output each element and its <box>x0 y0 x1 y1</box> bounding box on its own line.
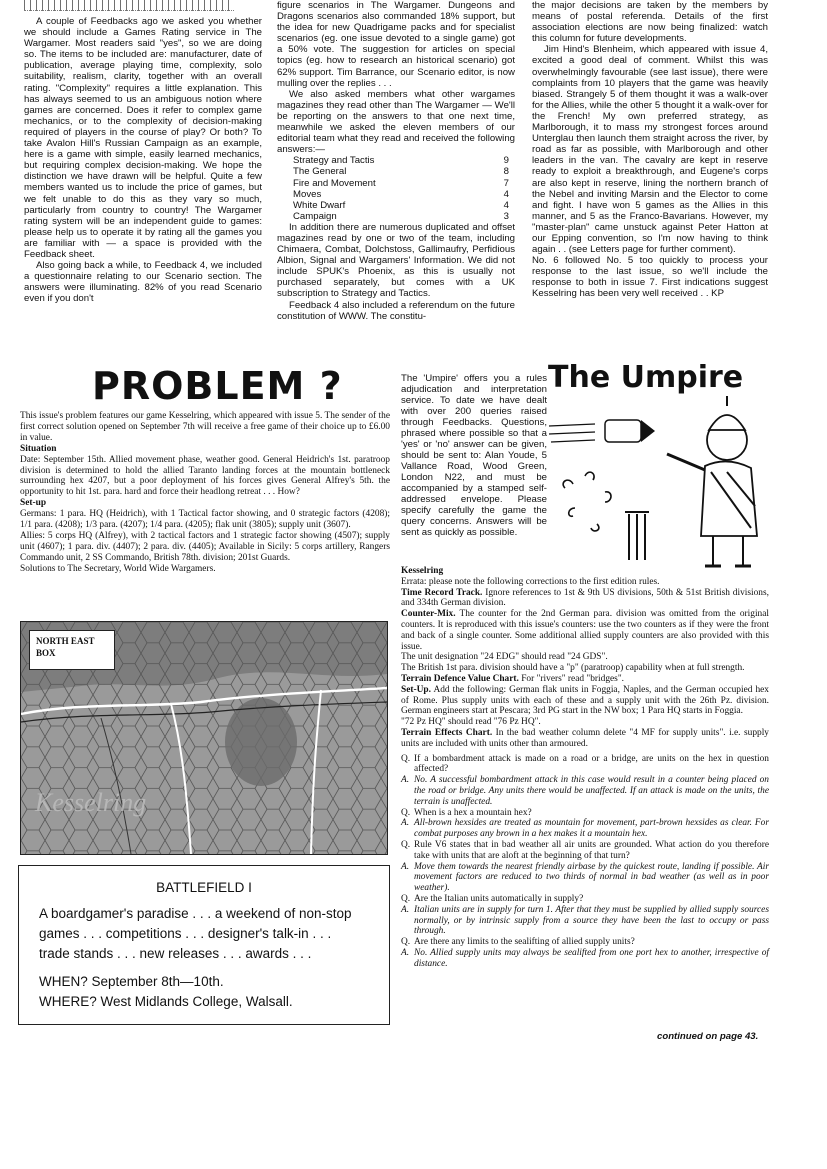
errata-item: Time Record Track. Ignore references to 1st & 9th US divisions, 50th & 51st British divisions, and 334th German division. <box>401 587 769 609</box>
paragraph: A couple of Feedbacks ago we asked you whether we should include a Games Rating service in The Wargamer. Most readers said "yes", so we are doing so. The items to be included are: manufacturer, date of publication, average playing time, complexity, solo suitability, realism, clarity, together with an overall rating. "Complexity" requires a little explanation. This has always seemed to us an ambiguous notion where games are concerned. Does it refer to complex game mechanics, or to the complexity of decision-making required of players in the course of play? Or both? To take Avalon Hill's Russian Campaign as an example, here is a game with simple, easily learned mechanics, but requiring complex decision-making. We hope the distinction we have drawn will be helpful. Quite a few members wanted us to include the price of games, but we felt unable to do this as they vary so much, particularly from country to country! The Wargamer rating system will be an independent guide to games: please help us to operate it by rating all the games you are familiar with — a space is provided with the Feedback sheet. <box>24 16 262 260</box>
answer: A. All-brown hexsides are treated as mountain for movement, part-brown hexsides as clear. For combat purposes any brown in a hex makes it a mountain hex. <box>401 818 769 840</box>
setup-heading: Set-up <box>20 498 47 509</box>
errata-item: Terrain Effects Chart. In the bad weather column delete "4 MF for supply units". i.e. supply units are included with units other than armoured. <box>401 727 769 749</box>
errata-item: The unit designation "24 EDG" should read "24 GDS". <box>401 652 608 663</box>
battlefield-line: games . . . competitions . . . designer's talk-in . . . <box>39 926 332 941</box>
allies-setup: Allies: 5 corps HQ (Alfrey), with 2 tactical factors and 1 strategic factor showing (4507); supply unit (4607); 1 para. div. (4407); 2 para. div. (4405); Available in Sicily: 5 corps artillery, Rangers Commando unit, 2 SS Commando, British 78th. division; 201st Guards. <box>20 530 390 563</box>
errata-item: Counter-Mix. The counter for the 2nd German para. division was omitted from the original counters. It is reproduced with this issue's counters: use the two counters as if they were the front and back of a single counter. Some additional allied supply counters are also provided with this issue. <box>401 609 769 652</box>
situation-text: Date: September 15th. Allied movement phase, weather good. General Heidrich's 1st. paratroop division is determined to hold the allied Taranto landing forces at the mountain bottleneck surrounding hex 4207, but a poor deployment of his forces gives General Alfrey's 5th. the opportunity to hit 1st. para. hard and force their headlong retreat . . . How? <box>20 454 390 498</box>
paragraph: In addition there are numerous duplicated and offset magazines read by one or two of the team, including Chimaera, Combat, Dolchstoss, Gallimaufry, Perfidious Albion, Signal and Wargamers' Information. We did not include SPUK's Phoenix, as this is usually not purchased separately, but comes with a UK subscription to Strategy and Tactics. <box>277 221 515 300</box>
battlefield-where: WHERE? West Midlands College, Walsall. <box>39 994 293 1009</box>
continued-note: continued on page 43. <box>657 1031 759 1042</box>
paragraph: Jim Hind's Blenheim, which appeared with issue 4, excited a good deal of comment. Whilst this was overwhelmingly favourable (see last issue), there were complaints from 10 players that the game was heavily biased. Strangely 5 of them thought it was a walk-over for the Allies, while the other 5 thought it a walk-over for the French! My own preferred strategy, as Marlborough, it to mass my strongest forces around Unterglau then launch them straight across the river, by road as far as possible, with Marlborough and other leaders in the van. The cavalry are kept in reserve ready to exploit a breakthrough, and Eugene's corps are also kept in reserve, lining the northern branch of the Nebel and inviting Marsin and the Elector to come and fight. I have won 5 games as the Allies in this manner, and 5 as the Franco-Bavarians. However, my "master-plan" came unstuck against Peter Hatton at our Epping convention, so I'm now having to think again . . (see Letters page for further comment). <box>532 44 768 256</box>
answer: A. No. A successful bombardment attack in this case would result in a counter being placed on the road or bridge. Any units there would be unaffected. If an attack is made on the units, the terrain is unaffected. <box>401 775 769 807</box>
question: Q. When is a hex a mountain hex? <box>401 807 532 818</box>
paragraph: the major decisions are taken by the members by means of postal referenda. Details of the first association elections are now being finalized: watch this column for future developments. <box>532 0 768 45</box>
umpire-cartoon-icon <box>545 396 785 572</box>
umpire-heading: The Umpire <box>548 360 744 395</box>
kesselring-map <box>20 621 388 855</box>
question: Q. Rule V6 states that in bad weather all air units are grounded. What action do you therefore take with units that are aloft at the beginning of that turn? <box>401 839 769 861</box>
battlefield-advert <box>18 865 390 1025</box>
answer: A. Italian units are in supply for turn 1. After that they must be supplied by allied supply sources normally, or by intrinsic supply from a source they have been the last to occupy or pass through. <box>401 904 769 937</box>
question: Q. If a bombardment attack is made on a road or a bridge, are units on the hex in question affected? <box>401 753 769 775</box>
table-row: Campaign 3 <box>293 210 509 222</box>
solutions-address: Solutions to The Secretary, World Wide Wargamers. <box>20 563 216 574</box>
kesselring-section <box>401 566 769 969</box>
errata-item: Terrain Defence Value Chart. For "rivers" read "bridges". <box>401 673 625 684</box>
question: Q. Are there any limits to the sealifting of allied supply units? <box>401 937 635 948</box>
situation-heading: Situation <box>20 443 57 454</box>
answer: A. Move them towards the nearest friendly airbase by the quickest route, landing if possible. Air movement factors are reduced to two thirds of normal in bad weather (as well as in poor weather). <box>401 861 769 894</box>
battlefield-line: trade stands . . . new releases . . . awards . . . <box>39 946 312 961</box>
table-row: Strategy and Tactis 9 <box>293 155 509 167</box>
paragraph: figure scenarios in The Wargamer. Dungeons and Dragons scenarios also commanded 18% support, but the idea for new Quadrigame packs and for specialist scenarios (eg. one issue devoted to a single game) got a 50% vote. The suggestion for articles on special topics (eg. how to research an historical scenario) got 62% support. Tim Barrance, our Scenario editor, is now mulling over the replies . . . <box>277 0 515 89</box>
errata-item: Set-Up. Add the following: German flak units in Foggia, Naples, and the German occupied hex of Rome. Plus supply units with each of these and a supply unit with the 26th Pz. division. German engineers start at Pescara; 3rd PG start in the NW box; 1 Para HQ starts in Foggia. <box>401 684 769 717</box>
errata-item: "72 Pz HQ" should read "76 Pz HQ". <box>401 717 541 728</box>
decorative-dot-rule <box>24 0 234 11</box>
map-watermark: Kesselring <box>35 788 147 817</box>
errata-item: The British 1st para. division should have a "p" (paratroop) capability when at full strength. <box>401 663 745 674</box>
problem-body <box>20 411 390 575</box>
umpire-intro: The 'Umpire' offers you a rules adjudication and interpretation service. To date we have dealt with over 200 queries raised through Feedbacks. Questions, phrased where possible so that a 'yes' or 'no' answer can be given, should be sent to: Alan Youde, 5 Vallance Road, Wood Green, London N22, and must be accompanied by a stamped self-addressed envelope. Please specify carefully the game the query concerns. Answers will be sent as quickly as possible. <box>401 373 547 538</box>
table-row: White Dwarf 4 <box>293 199 509 211</box>
answer: A. No. Allied supply units may always be sealifted from one port hex to another, irrespective of distance. <box>401 947 769 969</box>
paragraph: We also asked members what other wargames magazines they read other than The Wargamer — We'll be reporting on the answers to that one next time, meanwhile we asked the eleven members of our editorial team what they read and received the following answers:— <box>277 88 515 156</box>
paragraph: Also going back a while, to Feedback 4, we included a questionnaire relating to our Scenario section. The answers were illuminating. 82% of you read Scenario even if you don't <box>24 260 262 305</box>
battlefield-line: A boardgamer's paradise . . . a weekend of non-stop <box>39 906 352 921</box>
magazine-table <box>277 155 515 222</box>
north-east-box-label: NORTH EAST BOX <box>29 630 115 670</box>
question: Q. Are the Italian units automatically in supply? <box>401 893 584 904</box>
problem-heading: PROBLEM ? <box>92 364 343 408</box>
battlefield-title: BATTLEFIELD I <box>156 880 252 895</box>
feedback-column-2 <box>277 0 515 322</box>
paragraph: Feedback 4 also included a referendum on the future constitution of WWW. The constitu- <box>277 299 515 322</box>
feedback-column-1 <box>24 0 262 304</box>
battlefield-when: WHEN? September 8th—10th. <box>39 974 224 989</box>
table-row: Moves 4 <box>293 188 509 200</box>
problem-intro: This issue's problem features our game Kesselring, which appeared with issue 5. The sender of the first correct solution opened on September 7th will receive a free game of their choice up to £6.00 in value. <box>20 411 390 443</box>
table-row: The General 8 <box>293 166 509 178</box>
feedback-column-3 <box>532 0 768 300</box>
errata-intro: Errata: please note the following corrections to the first edition rules. <box>401 576 660 587</box>
table-row: Fire and Movement 7 <box>293 177 509 189</box>
kesselring-heading: Kesselring <box>401 566 444 576</box>
germans-setup: Germans: 1 para. HQ (Heidrich), with 1 Tactical factor showing, and 0 strategic factors (4208); 1/1 para. (4208); 1/3 para. (4207); 1/4 para. (4205); flak unit (3805); supply unit (3607). <box>20 509 390 531</box>
paragraph: No. 6 followed No. 5 too quickly to process your response to the last issue, so we'll include the response to both in issue 7. First indications suggest Kesselring has been very well received . . KP <box>532 255 768 300</box>
